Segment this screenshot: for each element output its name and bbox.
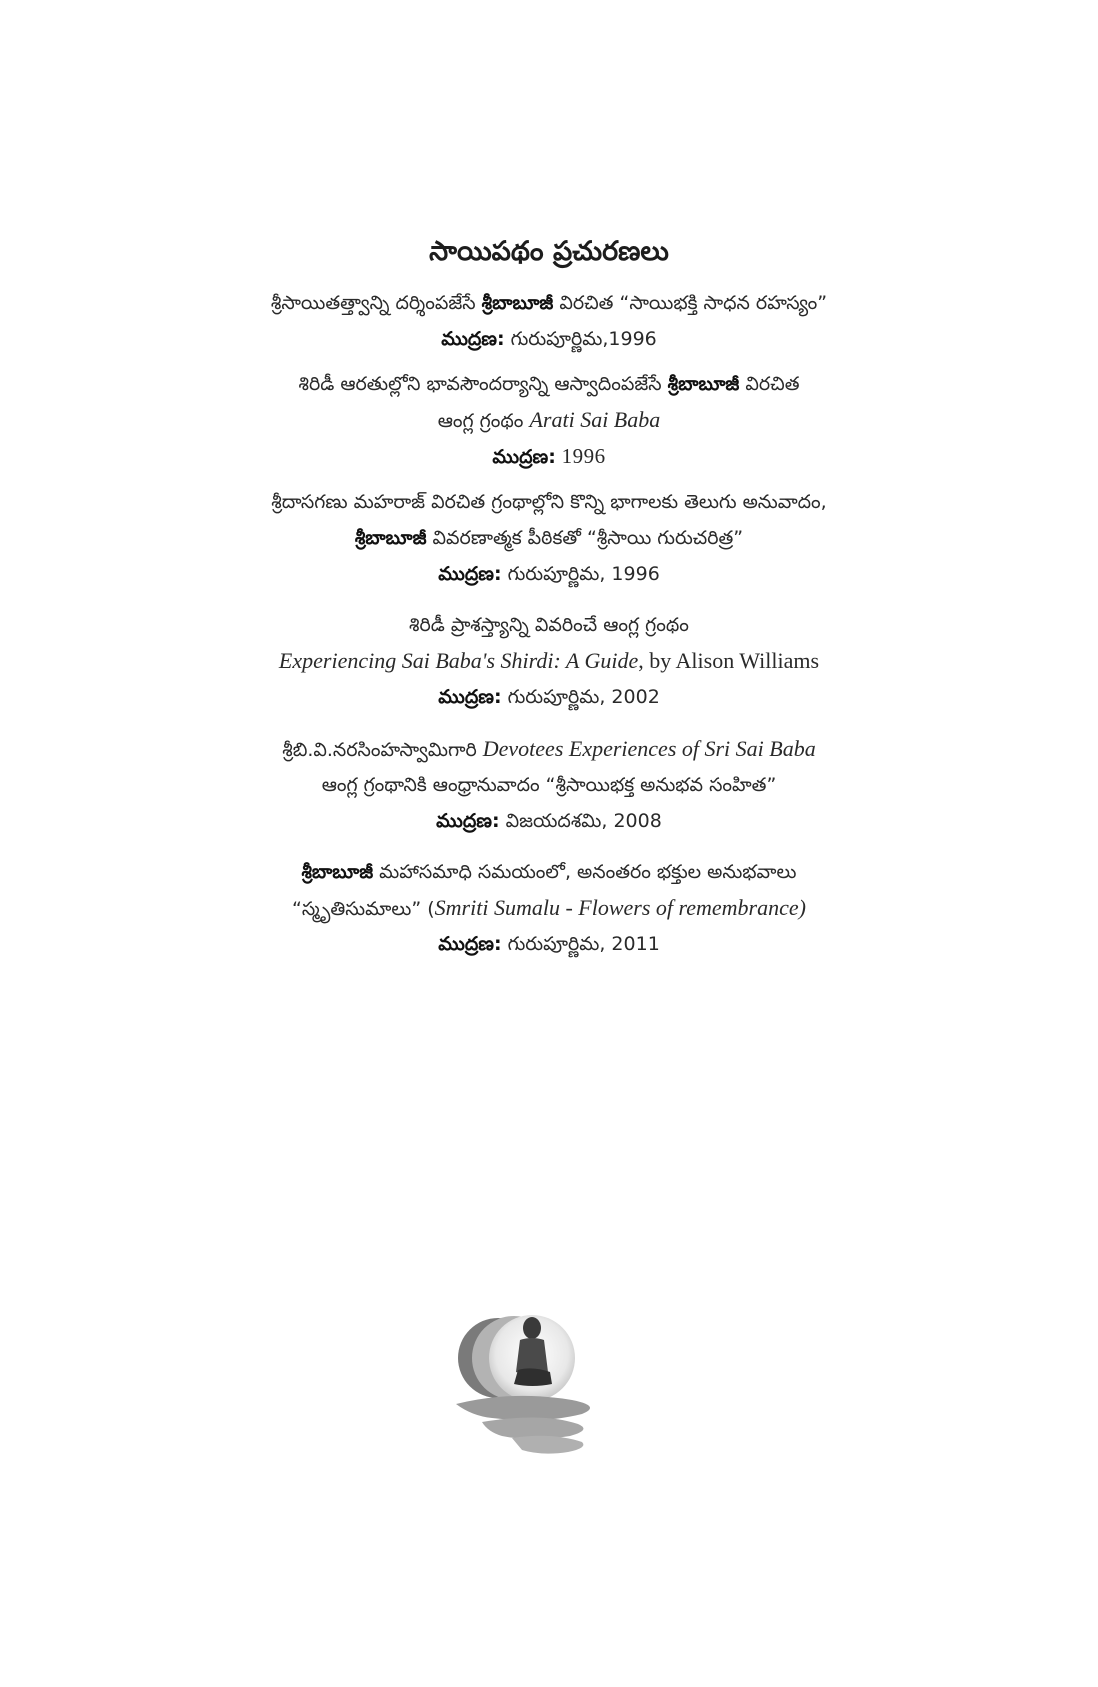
- print-label: ముద్రణ:: [438, 686, 502, 708]
- print-info: [0, 321, 1098, 357]
- print-date: గురుపూర్ణిమ, 2002: [501, 686, 660, 708]
- entry-text: వివరణాత్మక పీఠికతో “శ్రీసాయి గురుచరిత్ర”: [426, 527, 744, 549]
- entry-line: [0, 767, 1098, 803]
- figure-seat: [514, 1368, 552, 1386]
- print-date: గురుపూర్ణిమ, 2011: [501, 933, 660, 955]
- publication-entry-2: [0, 366, 1098, 474]
- figure-head: [523, 1317, 541, 1339]
- book-title-english: Experiencing Sai Baba's Shirdi: A Guide: [278, 648, 639, 673]
- print-label: ముద్రణ:: [492, 446, 556, 468]
- print-date: గురుపూర్ణిమ,1996: [504, 328, 657, 350]
- print-label: ముద్రణ:: [438, 563, 502, 585]
- entry-line: [0, 402, 1098, 438]
- print-info: [0, 926, 1098, 962]
- print-date: విజయదశమి, 2008: [499, 810, 662, 832]
- logo-swirl-1: [456, 1396, 590, 1420]
- print-date: 1996: [555, 444, 606, 468]
- entry-text: “స్మృతిసుమాలు” (: [292, 898, 435, 920]
- entry-line: [0, 520, 1098, 556]
- entry-line: [0, 607, 1098, 643]
- entry-text: ఆంగ్ల గ్రంథం: [437, 410, 530, 432]
- publication-entry-5: [0, 731, 1098, 839]
- author-name: శ్రీబాబూజీ: [354, 527, 427, 549]
- entry-text: ఆంగ్ల గ్రంథానికి ఆంధ్రానువాదం “శ్రీసాయిభక్త అనుభవ సంహిత”: [321, 774, 777, 796]
- entry-text: శ్రీదాసగణు మహరాజ్ విరచిత గ్రంథాల్లోని కొన్ని భాగాలకు తెలుగు అనువాదం,: [271, 491, 827, 513]
- entry-text: శిరిడీ ప్రాశస్త్యాన్ని వివరించే ఆంగ్ల గ్రంథం: [409, 614, 689, 636]
- entry-text: విరచిత: [739, 373, 800, 395]
- entry-line: [0, 890, 1098, 926]
- entry-text: శ్రీబి.వి.నరసింహస్వామిగారి: [282, 739, 483, 761]
- entry-line: [0, 366, 1098, 402]
- print-label: ముద్రణ:: [441, 328, 505, 350]
- entry-line: [0, 643, 1098, 679]
- print-info: [0, 679, 1098, 715]
- print-label: ముద్రణ:: [436, 810, 500, 832]
- publication-entry-4: [0, 607, 1098, 715]
- publication-entry-6: [0, 854, 1098, 962]
- publication-entry-1: [0, 285, 1098, 357]
- entry-line: [0, 731, 1098, 767]
- author-name: శ్రీబాబూజీ: [481, 292, 554, 314]
- print-info: [0, 556, 1098, 592]
- page-title: సాయిపథం ప్రచురణలు: [429, 236, 669, 267]
- print-info: [0, 438, 1098, 474]
- logo-swirl-3: [512, 1436, 583, 1454]
- book-author: , by Alison Williams: [638, 648, 820, 673]
- logo-swirl-2: [482, 1417, 583, 1439]
- entry-text: శ్రీసాయితత్త్వాన్ని దర్శింపజేసే: [270, 292, 482, 314]
- author-name: శ్రీబాబూజీ: [301, 861, 374, 883]
- book-title-english: Devotees Experiences of Sri Sai Baba: [482, 736, 816, 761]
- entry-text: విరచిత “సాయిభక్తి సాధన రహస్యం”: [553, 292, 828, 314]
- book-title-english: Arati Sai Baba: [529, 407, 661, 432]
- entry-text: మహాసమాధి సమయంలో, అనంతరం భక్తుల అనుభవాలు: [373, 861, 797, 883]
- print-info: [0, 803, 1098, 839]
- book-title-english: Smriti Sumalu - Flowers of remembrance): [434, 895, 806, 920]
- entry-line: [0, 854, 1098, 890]
- sai-baba-portrait-icon: [452, 1300, 612, 1458]
- print-date: గురుపూర్ణిమ, 1996: [501, 563, 660, 585]
- print-label: ముద్రణ:: [438, 933, 502, 955]
- entry-line: [0, 484, 1098, 520]
- publication-entry-3: [0, 484, 1098, 592]
- author-name: శ్రీబాబూజీ: [667, 373, 740, 395]
- entry-text: శిరిడీ ఆరతుల్లోని భావసౌందర్యాన్ని ఆస్వాదింపజేసే: [298, 373, 668, 395]
- entry-line: [0, 285, 1098, 321]
